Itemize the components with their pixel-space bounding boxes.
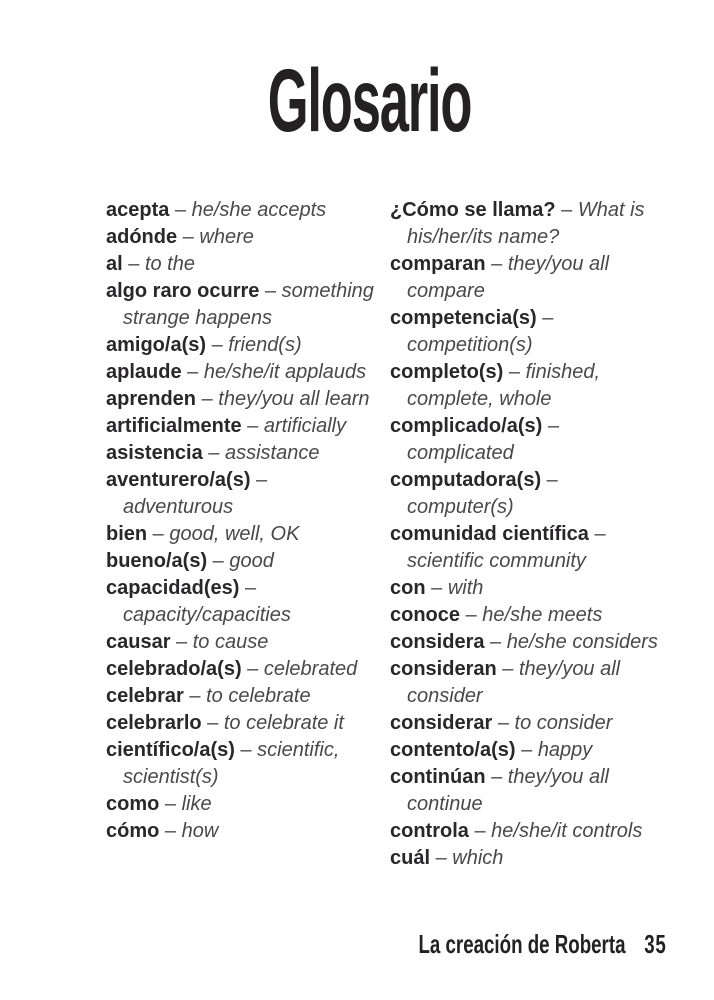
definition-text: he/she/it controls <box>491 820 643 842</box>
glossary-entry <box>106 818 378 845</box>
definition-text: where <box>199 226 254 248</box>
term-text: científico/a(s) <box>106 739 235 761</box>
term-text: amigo/a(s) <box>106 334 207 356</box>
term-text: considera <box>390 631 485 653</box>
definition-text: which <box>452 847 504 869</box>
separator-dash: – <box>239 577 257 599</box>
glossary-entry <box>390 413 662 467</box>
glossary-entry <box>106 332 378 359</box>
term-text: completo(s) <box>390 361 504 383</box>
page-footer <box>322 929 666 960</box>
glossary-entry <box>106 737 378 791</box>
term-text: acepta <box>106 199 170 221</box>
separator-dash: – <box>177 226 200 248</box>
separator-dash: – <box>170 631 193 653</box>
definition-text: What is his/her/its name? <box>407 199 645 248</box>
term-text: celebrarlo <box>106 712 202 734</box>
definition-text: they/you all continue <box>407 766 609 815</box>
definition-text: assistance <box>224 442 320 464</box>
separator-dash: – <box>485 253 508 275</box>
separator-dash: – <box>503 361 526 383</box>
separator-dash: – <box>181 361 204 383</box>
definition-text: good, well, OK <box>169 523 300 545</box>
term-text: comunidad científica <box>390 523 589 545</box>
separator-dash: – <box>250 469 268 491</box>
definition-text: scientific, scientist(s) <box>123 739 340 788</box>
definition-text: competition(s) <box>407 334 533 356</box>
separator-dash: – <box>202 442 225 464</box>
definition-text: scientific community <box>407 550 586 572</box>
separator-dash: – <box>484 631 507 653</box>
term-text: ¿Cómo se llama? <box>390 199 556 221</box>
glossary-entry <box>106 278 378 332</box>
definition-text: adventurous <box>123 496 234 518</box>
separator-dash: – <box>588 523 606 545</box>
separator-dash: – <box>159 793 182 815</box>
book-title: La creación de Roberta <box>417 929 626 959</box>
glossary-entry <box>390 764 662 818</box>
term-text: comparan <box>390 253 486 275</box>
term-text: causar <box>106 631 171 653</box>
separator-dash: – <box>259 280 282 302</box>
definition-text: celebrated <box>263 658 358 680</box>
term-text: considerar <box>390 712 493 734</box>
glossary-entry <box>106 359 378 386</box>
definition-text: good <box>229 550 274 572</box>
separator-dash: – <box>147 523 170 545</box>
term-text: computadora(s) <box>390 469 542 491</box>
term-text: cómo <box>106 820 160 842</box>
term-text: algo raro ocurre <box>106 280 260 302</box>
separator-dash: – <box>542 415 559 437</box>
separator-dash: – <box>485 766 508 788</box>
definition-text: artificially <box>263 415 347 437</box>
page-title <box>0 0 714 150</box>
term-text: aprenden <box>106 388 197 410</box>
definition-text: he/she accepts <box>191 199 327 221</box>
term-text: con <box>390 577 426 599</box>
term-text: aventurero/a(s) <box>106 469 251 491</box>
glossary-entry <box>106 467 378 521</box>
glossary-entry <box>390 710 662 737</box>
glossary-entry <box>390 305 662 359</box>
glossary-entry <box>390 467 662 521</box>
definition-text: how <box>181 820 219 842</box>
term-text: continúan <box>390 766 486 788</box>
separator-dash: – <box>241 658 264 680</box>
term-text: celebrado/a(s) <box>106 658 242 680</box>
term-text: artificialmente <box>106 415 242 437</box>
glossary-entry <box>390 656 662 710</box>
term-text: asistencia <box>106 442 203 464</box>
glossary-entry <box>106 548 378 575</box>
glossary-entry <box>390 629 662 656</box>
definition-text: they/you all consider <box>407 658 621 707</box>
glossary-entry <box>106 521 378 548</box>
term-text: complicado/a(s) <box>390 415 543 437</box>
term-text: consideran <box>390 658 497 680</box>
definition-text: with <box>447 577 484 599</box>
separator-dash: – <box>206 334 229 356</box>
term-text: aplaude <box>106 361 182 383</box>
definition-text: happy <box>537 739 593 761</box>
glossary-entry <box>106 386 378 413</box>
term-text: contento/a(s) <box>390 739 516 761</box>
separator-dash: – <box>430 847 453 869</box>
separator-dash: – <box>234 739 258 761</box>
glossary-entry <box>390 602 662 629</box>
glossary-entry <box>390 251 662 305</box>
term-text: controla <box>390 820 469 842</box>
glossary-entry <box>106 251 378 278</box>
separator-dash: – <box>468 820 492 842</box>
term-text: capacidad(es) <box>106 577 240 599</box>
definition-text: to celebrate <box>206 685 311 707</box>
glossary-entry <box>390 521 662 575</box>
separator-dash: – <box>122 253 145 275</box>
separator-dash: – <box>496 658 519 680</box>
separator-dash: – <box>555 199 578 221</box>
separator-dash: – <box>541 469 558 491</box>
definition-text: capacity/capacities <box>123 604 291 626</box>
term-text: competencia(s) <box>390 307 537 329</box>
separator-dash: – <box>159 820 182 842</box>
definition-text: he/she/it applauds <box>203 361 367 383</box>
glossary-entry <box>106 575 378 629</box>
separator-dash: – <box>169 199 192 221</box>
glossary-column-right <box>390 197 662 872</box>
separator-dash: – <box>460 604 483 626</box>
separator-dash: – <box>241 415 264 437</box>
glossary-entry <box>106 683 378 710</box>
definition-text: to cause <box>192 631 269 653</box>
glossary-entry <box>106 710 378 737</box>
definition-text: to celebrate it <box>223 712 344 734</box>
separator-dash: – <box>536 307 554 329</box>
term-text: como <box>106 793 160 815</box>
glossary-entry <box>390 818 662 845</box>
glossary-entry <box>106 224 378 251</box>
definition-text: they/you all compare <box>407 253 610 302</box>
separator-dash: – <box>201 712 224 734</box>
glossary-entry <box>390 845 662 872</box>
definition-text: finished, complete, whole <box>407 361 601 410</box>
glossary-entry <box>390 359 662 413</box>
definition-text: they/you all learn <box>218 388 370 410</box>
glossary-entry <box>390 737 662 764</box>
definition-text: something strange happens <box>123 280 374 329</box>
term-text: bueno/a(s) <box>106 550 208 572</box>
separator-dash: – <box>515 739 538 761</box>
definition-text: to the <box>144 253 195 275</box>
glossary-entry <box>390 575 662 602</box>
separator-dash: – <box>196 388 219 410</box>
glossary-column-left <box>106 197 378 872</box>
term-text: adónde <box>106 226 178 248</box>
glossary-entry <box>106 791 378 818</box>
definition-text: complicated <box>407 442 514 464</box>
glossary-entry <box>106 197 378 224</box>
glossary-entry <box>106 656 378 683</box>
separator-dash: – <box>492 712 515 734</box>
term-text: celebrar <box>106 685 184 707</box>
footer-text <box>418 929 666 960</box>
page-number: 35 <box>643 929 666 959</box>
term-text: conoce <box>390 604 461 626</box>
separator-dash: – <box>425 577 448 599</box>
definition-text: computer(s) <box>407 496 514 518</box>
glossary-entry <box>106 440 378 467</box>
definition-text: like <box>181 793 212 815</box>
page-title-text: Glosario <box>268 50 472 150</box>
separator-dash: – <box>183 685 207 707</box>
separator-dash: – <box>207 550 230 572</box>
term-text: bien <box>106 523 148 545</box>
definition-text: friend(s) <box>228 334 302 356</box>
term-text: cuál <box>390 847 431 869</box>
definition-text: he/she considers <box>506 631 658 653</box>
definition-text: to consider <box>514 712 613 734</box>
glossary-entry <box>106 629 378 656</box>
definition-text: he/she meets <box>482 604 603 626</box>
glossary-entry <box>106 413 378 440</box>
glossary-entry <box>390 197 662 251</box>
term-text: al <box>106 253 123 275</box>
glossary-columns <box>106 197 714 872</box>
